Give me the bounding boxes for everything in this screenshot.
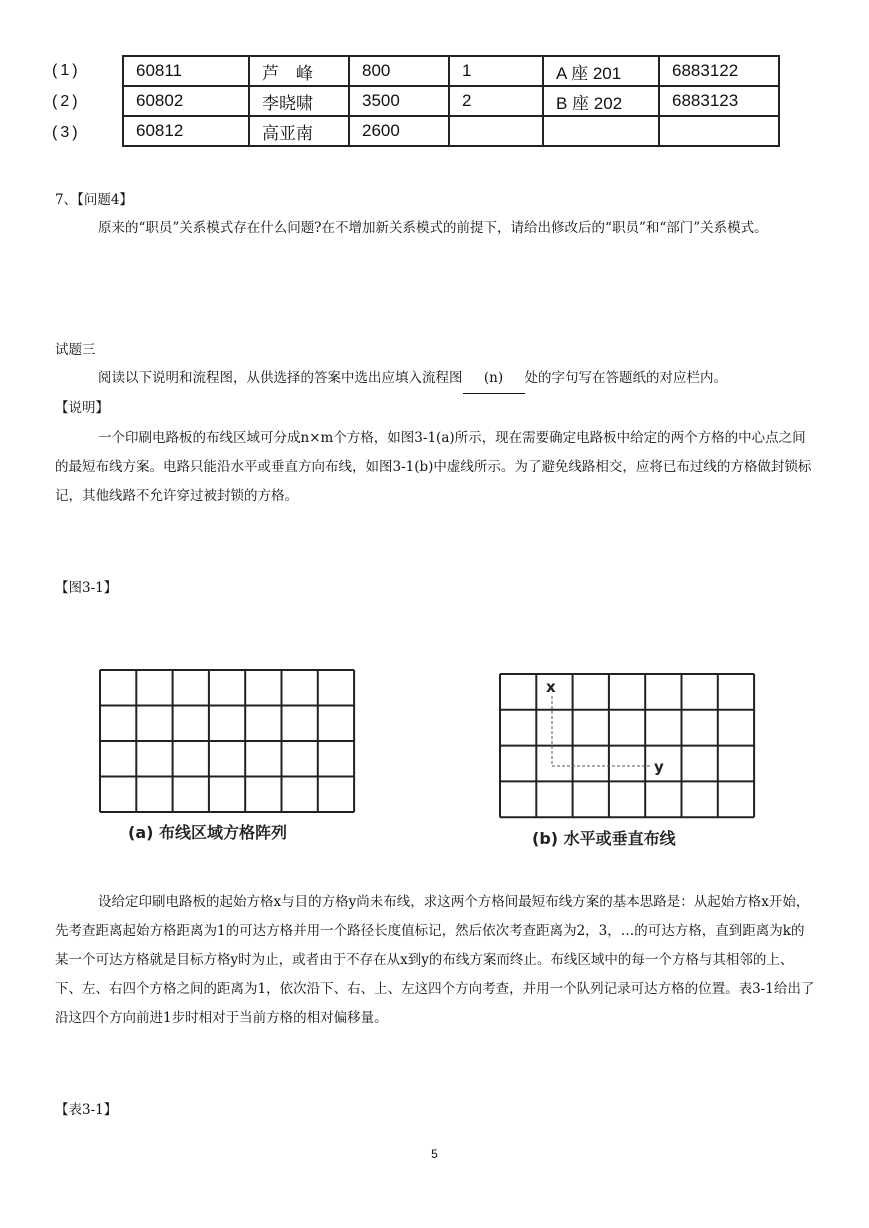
desc-body: 一个印刷电路板的布线区域可分成n×m个方格，如图3-1(a)所示，现在需要确定电路板中给定的两个方格的中心点之间的最短布线方案。电路只能沿水平或垂直方向布线，如图3-1(b)中虚线所示。为了避免线路相交，应将已布过线的方格做封锁标记，其他线路不允许穿过被封锁的方格。 xyxy=(55,430,812,504)
fig-b-grid xyxy=(498,672,758,820)
table-cell: 高亚南 xyxy=(249,116,349,146)
table-cell xyxy=(659,116,779,146)
table-cell: 2600 xyxy=(349,116,449,146)
table-cell: 芦 峰 xyxy=(249,56,349,86)
q7-heading: 7、【问题4】 xyxy=(55,192,133,208)
table-cell: 李晓啸 xyxy=(249,86,349,116)
page-number: 5 xyxy=(431,1147,438,1161)
fig-heading: 【图3-1】 xyxy=(55,580,118,596)
fig-b-x-label: x xyxy=(546,678,556,696)
intro-before: 阅读以下说明和流程图，从供选择的答案中选出应填入流程图 xyxy=(98,370,463,386)
table-cell xyxy=(543,116,659,146)
section-intro xyxy=(55,364,815,394)
table-cell: 60811 xyxy=(123,56,249,86)
table-cell: 6883123 xyxy=(659,86,779,116)
table-cell: 3500 xyxy=(349,86,449,116)
desc-heading: 【说明】 xyxy=(55,400,109,416)
table-cell: B 座 202 xyxy=(543,86,659,116)
table-cell: 60802 xyxy=(123,86,249,116)
q7-body: 原来的“职员”关系模式存在什么问题?在不增加新关系模式的前提下，请给出修改后的“职员”和“部门”关系模式。 xyxy=(98,220,768,236)
table-cell: 1 xyxy=(449,56,543,86)
row-label-1: (1) xyxy=(52,62,81,79)
table-cell: A 座 201 xyxy=(543,56,659,86)
row-label-3: (3) xyxy=(52,124,81,141)
table-row xyxy=(123,56,779,86)
table-cell xyxy=(449,116,543,146)
section-title: 试题三 xyxy=(55,342,96,358)
table-cell: 60812 xyxy=(123,116,249,146)
intro-blank: (n) xyxy=(463,364,525,394)
fig-a-caption: (a) 布线区域方格阵列 xyxy=(128,823,287,842)
table-row xyxy=(123,86,779,116)
row-label-2: (2) xyxy=(52,93,81,110)
fig-b-caption: (b) 水平或垂直布线 xyxy=(532,829,676,848)
table-cell: 800 xyxy=(349,56,449,86)
table-heading: 【表3-1】 xyxy=(55,1102,118,1118)
fig-b-route xyxy=(552,696,650,766)
fig-a-grid xyxy=(98,668,356,815)
fig-b-y-label: y xyxy=(654,758,664,776)
table-cell: 6883122 xyxy=(659,56,779,86)
employee-table xyxy=(122,55,780,147)
intro-after: 处的字句写在答题纸的对应栏内。 xyxy=(524,370,727,386)
algo-body: 设给定印刷电路板的起始方格x与目的方格y尚未布线，求这两个方格间最短布线方案的基本思路是：从起始方格x开始，先考查距离起始方格距离为1的可达方格并用一个路径长度值标记，然后依次考查距离为2，3，…的可达方格，直到距离为k的某一个可达方格就是目标方格y时为止，或者由于不存在从x到y的布线方案而终止。布线区域中的每一个方格与其相邻的上、下、左、右四个方格之间的距离为1，依次沿下、右、上、左这四个方向考查，并用一个队列记录可达方格的位置。表3-1给出了沿这四个方向前进1步时相对于当前方格的相对偏移量。 xyxy=(55,894,815,1026)
table-cell: 2 xyxy=(449,86,543,116)
table-row xyxy=(123,116,779,146)
